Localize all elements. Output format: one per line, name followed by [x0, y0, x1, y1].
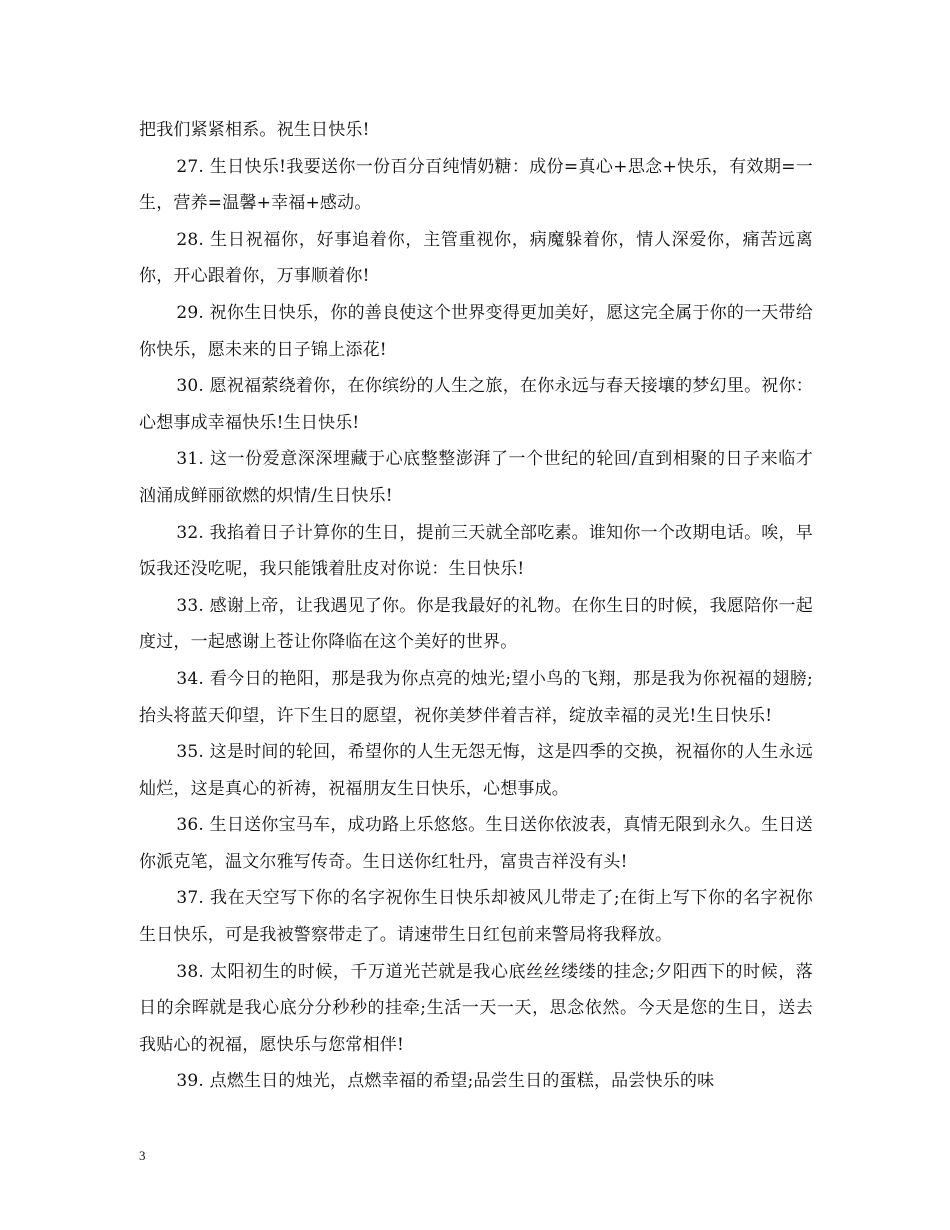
document-body — [139, 112, 813, 1100]
paragraph: 31. 这一份爱意深深埋藏于心底整整澎湃了一个世纪的轮回/直到相聚的日子来临才汹涌成鲜丽欲燃的炽情/生日快乐! — [139, 449, 813, 506]
page-number: 3 — [139, 1148, 146, 1163]
paragraph: 把我们紧紧相系。祝生日快乐! — [139, 120, 370, 140]
paragraph: 34. 看今日的艳阳，那是我为你点亮的烛光;望小鸟的飞翔，那是我为你祝福的翅膀;抬头将蓝天仰望，许下生日的愿望，祝你美梦伴着吉祥，绽放幸福的灵光!生日快乐! — [139, 668, 813, 726]
paragraph: 38. 太阳初生的时候，千万道光芒就是我心底丝丝缕缕的挂念;夕阳西下的时候，落日的余晖就是我心底分分秒秒的挂牵;生活一天一天，思念依然。今天是您的生日，送去我贴心的祝福，愿快乐与您常相伴! — [139, 961, 813, 1055]
paragraph: 33. 感谢上帝，让我遇见了你。你是我最好的礼物。在你生日的时候，我愿陪你一起度过，一起感谢上苍让你降临在这个美好的世界。 — [139, 595, 813, 653]
paragraph: 30. 愿祝福萦绕着你，在你缤纷的人生之旅，在你永远与春天接壤的梦幻里。祝你：心想事成幸福快乐!生日快乐! — [139, 376, 813, 433]
paragraph: 36. 生日送你宝马车，成功路上乐悠悠。生日送你依波表，真情无限到永久。生日送你派克笔，温文尔雅写传奇。生日送你红牡丹，富贵吉祥没有头! — [139, 815, 813, 872]
paragraph: 32. 我掐着日子计算你的生日，提前三天就全部吃素。谁知你一个改期电话。唉，早饭我还没吃呢，我只能饿着肚皮对你说：生日快乐! — [139, 522, 813, 580]
paragraph: 29. 祝你生日快乐，你的善良使这个世界变得更加美好，愿这完全属于你的一天带给你快乐，愿未来的日子锦上添花! — [139, 302, 813, 360]
paragraph: 39. 点燃生日的烛光，点燃幸福的希望;品尝生日的蛋糕，品尝快乐的味 — [176, 1071, 715, 1092]
paragraph: 28. 生日祝福你，好事追着你，主管重视你，病魔躲着你，情人深爱你，痛苦远离你，开心跟着你，万事顺着你! — [139, 229, 813, 287]
paragraph: 27. 生日快乐!我要送你一份百分百纯情奶糖：成份=真心+思念+快乐，有效期=一生，营养=温馨+幸福+感动。 — [139, 156, 813, 214]
paragraph: 37. 我在天空写下你的名字祝你生日快乐却被风儿带走了;在街上写下你的名字祝你生日快乐，可是我被警察带走了。请速带生日红包前来警局将我释放。 — [139, 888, 813, 946]
paragraph: 35. 这是时间的轮回，希望你的人生无怨无悔，这是四季的交换，祝福你的人生永远灿烂，这是真心的祈祷，祝福朋友生日快乐，心想事成。 — [139, 742, 813, 799]
